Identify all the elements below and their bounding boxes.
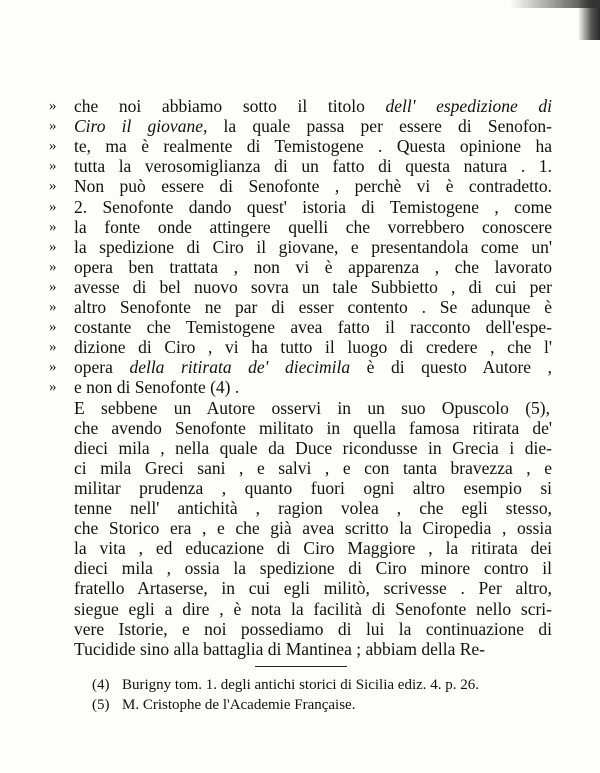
quote-mark: » bbox=[49, 218, 56, 235]
text-segment: te, ma è realmente di Temistogene . Questa opinione ha bbox=[74, 136, 552, 157]
text-line: militar prudenza , quanto fuori ogni altro esempio si bbox=[74, 477, 552, 498]
scan-shadow-top bbox=[510, 0, 600, 8]
text-segment: , la quale passa per essere di Senofon- bbox=[202, 116, 552, 137]
text-line: fratello Artaserse, in cui egli militò, scrivesse . Per altro, bbox=[74, 578, 552, 599]
text-line: la vita , ed educazione di Ciro Maggiore , la ritirata dei bbox=[74, 538, 552, 559]
quote-mark: » bbox=[49, 238, 56, 255]
footnote-text: Burigny tom. 1. degli antichi storici di Sicilia ediz. 4. p. 26. bbox=[122, 677, 480, 693]
text-segment: altro Senofonte ne par di esser contento . Se adunque è bbox=[74, 297, 552, 317]
text-line bbox=[74, 197, 552, 217]
text-line: dieci mila , nella quale da Duce ricondusse in Grecia i die- bbox=[74, 437, 552, 458]
text-line: Tucidide sino alla battaglia di Mantinea ; abbiam della Re- bbox=[74, 638, 485, 659]
text-line bbox=[74, 257, 552, 277]
text-segment: costante che Temistogene avea fatto il racconto dell'espe- bbox=[74, 317, 552, 338]
text-segment: la spedizione di Ciro il giovane, e presentandola come un' bbox=[74, 236, 552, 257]
italic-title: Ciro il giovane bbox=[74, 116, 203, 137]
text-line bbox=[74, 156, 552, 176]
quote-mark: » bbox=[49, 379, 56, 396]
quote-mark: » bbox=[49, 319, 56, 336]
quote-mark: » bbox=[49, 158, 56, 175]
text-segment: tutta la verosomiglianza di un fatto di questa natura . 1. bbox=[74, 156, 552, 177]
text-line bbox=[74, 116, 552, 136]
footnote-separator bbox=[255, 666, 347, 667]
quote-mark: » bbox=[49, 278, 56, 295]
footnote-marker: (5) bbox=[92, 697, 110, 713]
footnote-text: M. Cristophe de l'Academie Française. bbox=[122, 697, 356, 713]
quote-mark: » bbox=[49, 178, 56, 195]
footnote bbox=[92, 696, 355, 714]
text-segment: è di questo Autore , bbox=[350, 357, 552, 378]
quote-mark: » bbox=[49, 299, 56, 315]
text-line: tenne nell' antichità , ragion volea , che egli stesso, bbox=[74, 498, 552, 518]
text-line bbox=[74, 176, 552, 196]
text-line bbox=[74, 237, 552, 257]
text-line bbox=[74, 317, 552, 337]
quote-mark: » bbox=[49, 198, 56, 215]
text-segment: la fonte onde attingere quelli che vorrebbero conoscere bbox=[74, 216, 552, 237]
text-line bbox=[74, 136, 552, 156]
footnote bbox=[92, 676, 479, 694]
quote-mark: » bbox=[49, 359, 56, 376]
text-segment: 2. Senofonte dando quest' istoria di Temistogene , come bbox=[74, 196, 552, 217]
text-line bbox=[74, 377, 552, 397]
text-line: che avendo Senofonte militato in quella famosa ritirata de' bbox=[74, 417, 552, 438]
text-line bbox=[74, 337, 552, 357]
quote-mark: » bbox=[49, 258, 56, 275]
text-segment: e non di Senofonte (4) . bbox=[74, 377, 240, 398]
text-line bbox=[74, 217, 552, 237]
text-line: siegue egli a dire , è nota la facilità di Senofonte nello scri- bbox=[74, 598, 552, 619]
text-line bbox=[74, 357, 552, 377]
italic-title: dell' espedizione di bbox=[385, 96, 552, 116]
text-segment: Non può essere di Senofonte , perchè vi è contradetto. bbox=[74, 176, 552, 197]
quote-mark: » bbox=[49, 118, 56, 135]
text-line: vere Istorie, e noi possediamo di lui la continuazione di bbox=[74, 618, 552, 639]
quote-mark: » bbox=[49, 98, 56, 114]
text-segment: che noi abbiamo sotto il titolo bbox=[74, 96, 386, 116]
text-line bbox=[74, 96, 552, 116]
text-segment: avesse di bel nuovo sovra un tale Subbietto , di cui per bbox=[74, 276, 552, 297]
text-line bbox=[74, 277, 552, 297]
text-segment: opera bbox=[74, 357, 130, 378]
footnote-marker: (4) bbox=[92, 677, 110, 693]
text-line: E sebbene un Autore osservi in un suo Opuscolo (5), bbox=[74, 397, 550, 418]
text-segment: dizione di Ciro , vi ha tutto il luogo di credere , che l' bbox=[74, 337, 552, 358]
text-segment: opera ben trattata , non vi è apparenza , che lavorato bbox=[74, 256, 552, 277]
text-line: che Storico era , e che già avea scritto la Ciropedia , ossia bbox=[74, 518, 552, 539]
italic-title: della ritirata de' diecimila bbox=[129, 357, 351, 378]
text-line: ci mila Greci sani , e salvi , e con tanta bravezza , e bbox=[74, 457, 552, 478]
text-line: dieci mila , ossia la spedizione di Ciro minore contro il bbox=[74, 558, 552, 579]
quote-mark: » bbox=[49, 138, 56, 155]
text-line bbox=[74, 297, 552, 317]
quote-mark: » bbox=[49, 339, 56, 356]
